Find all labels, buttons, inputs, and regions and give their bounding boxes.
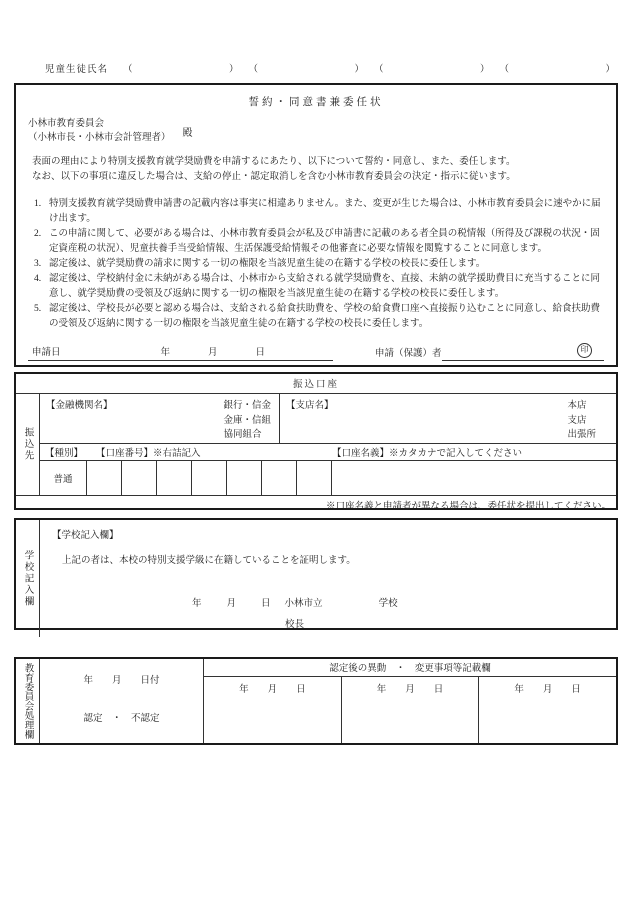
applicant-label: 申請（保護）者 <box>375 348 442 359</box>
student-name-field-1[interactable] <box>123 61 239 75</box>
honorific-label: 殿 <box>182 128 193 140</box>
applicant-signature-line[interactable] <box>442 343 604 361</box>
account-digit-box-4[interactable] <box>192 461 227 495</box>
account-digit-box-7[interactable] <box>297 461 332 495</box>
student-name-field-2[interactable] <box>249 61 365 75</box>
bank-account-section <box>14 372 618 510</box>
bank-note: ※口座名義と申請者が異なる場合は、委任状を提出してください。 <box>16 495 616 512</box>
school-name-suffix: 学校 <box>378 599 398 609</box>
institution-type: 金庫・信組 <box>223 415 271 426</box>
form-title: 誓約・同意書兼委任状 <box>248 97 384 108</box>
item-number: 4. <box>34 273 42 284</box>
year-label: 年 <box>160 347 171 358</box>
year-label: 年 <box>192 599 202 609</box>
account-type-value: 普通 <box>40 461 87 495</box>
item-number: 1. <box>34 198 42 209</box>
account-type-label: 【種別】 <box>45 449 84 459</box>
account-digit-box-2[interactable] <box>122 461 157 495</box>
bank-table <box>16 394 616 495</box>
pledge-item <box>34 257 602 272</box>
board-changes-area <box>204 659 616 743</box>
school-name-prefix: 小林市立 <box>284 599 323 609</box>
addressee-block <box>28 118 604 146</box>
item-text: 特別支援教育就学奨励費申請書の記載内容は事実に相違ありません。また、変更が生じた場合は、小林市教育委員会に速やかに届け出ます。 <box>49 198 601 224</box>
student-name-row <box>45 61 620 75</box>
paren-open: （ <box>123 65 133 75</box>
pledge-item <box>34 272 602 302</box>
applicant-block <box>375 343 604 361</box>
paren-close: ） <box>229 65 239 75</box>
branch-type: 支店 <box>567 415 587 426</box>
item-text: 認定後は、就学奨励費の請求に関する一切の権限を当該児童生徒の在籍する学校の校長に委任します。 <box>49 258 486 269</box>
item-text: 認定後は、学校納付金に未納がある場合は、小林市から支給される就学奨励費を、直接、未納の就学援助費目に充当することに同意し、就学奨励費の受領及び返納に関する一切の権限を当該児童生徒の在籍する学校の校長に委任します。 <box>49 273 601 299</box>
student-name-label: 児童生徒氏名 <box>45 65 109 75</box>
item-text: この申請に関して、必要がある場合は、小林市教育委員会が私及び申請書に記載のある者全員の税情報（所得及び課税の状況・固定資産税の状況）、児童扶養手当受給情報、生活保護受給情報その他審査に必要な情報を閲覧することに同意します。 <box>49 228 600 254</box>
paren-open: （ <box>248 65 259 75</box>
account-digit-box-3[interactable] <box>157 461 192 495</box>
account-digit-box-1[interactable] <box>87 461 122 495</box>
pledge-item <box>34 227 602 257</box>
application-date-line[interactable] <box>28 344 333 361</box>
account-digit-box-6[interactable] <box>262 461 297 495</box>
item-number: 3. <box>34 258 42 269</box>
pledge-item <box>34 302 602 332</box>
student-name-field-4[interactable] <box>500 61 616 75</box>
application-date-label: 申請日 <box>32 347 61 358</box>
institution-type: 協同組合 <box>223 430 262 440</box>
school-certification-statement: 上記の者は、本校の特別支援学級に在籍していることを証明します。 <box>62 556 356 566</box>
paren-open: （ <box>499 65 510 75</box>
intro-paragraph <box>28 155 604 185</box>
item-text: 認定後は、学校長が必要と認める場合は、支給される給食扶助費を、学校の給食費口座へ直接振り込むことに同意し、給食扶助費の受領及び返納に関する一切の権限を当該児童生徒の在籍する学校の校長に委任します。 <box>49 303 601 329</box>
principal-label: 校長 <box>285 620 305 630</box>
board-processing-section <box>14 657 618 745</box>
seal-mark-icon <box>577 343 592 358</box>
item-number: 5. <box>34 303 42 314</box>
month-label: 月 <box>208 347 218 358</box>
paren-open: （ <box>374 65 384 75</box>
paren-close: ） <box>480 65 490 75</box>
seal-character: 印 <box>580 345 589 355</box>
school-entry-content <box>40 520 616 637</box>
school-entry-section <box>14 518 618 630</box>
change-entry-cell-3[interactable]: 年 月 日 <box>514 685 581 695</box>
change-entry-cell-2[interactable]: 年 月 日 <box>342 677 480 743</box>
institution-type: 銀行・信金 <box>223 401 271 411</box>
school-date-line[interactable] <box>52 595 604 609</box>
bank-section-title: 振込口座 <box>16 374 616 394</box>
paren-close: ） <box>605 65 616 75</box>
paren-close: ） <box>354 65 365 75</box>
account-digit-box-5[interactable] <box>227 461 262 495</box>
institution-label: 【金融機関名】 <box>46 401 113 411</box>
school-entry-header: 【学校記入欄】 <box>52 531 119 541</box>
financial-institution-cell[interactable] <box>40 394 280 444</box>
change-entry-cell-1[interactable]: 年 月 日 <box>204 677 342 743</box>
addressee-line2: （小林市長・小林市会計管理者） <box>28 132 171 143</box>
student-name-field-3[interactable] <box>374 61 490 75</box>
board-date-line: 年 月 日付 <box>83 676 160 686</box>
month-label: 月 <box>226 599 237 609</box>
account-entry-row <box>40 461 616 495</box>
account-name-input-cell[interactable] <box>332 461 616 495</box>
day-label: 日 <box>261 599 271 609</box>
board-side-label: 教育委員会処理欄 <box>16 659 40 743</box>
branch-label: 【支店名】 <box>286 401 334 411</box>
institution-type-options <box>223 397 271 440</box>
application-row <box>28 343 604 361</box>
branch-type: 本店 <box>567 401 587 411</box>
board-decision-options: 認定 ・ 不認定 <box>83 714 160 724</box>
day-label: 日 <box>255 347 266 358</box>
account-name-label: 【口座名義】※カタカナで記入してください <box>332 449 523 459</box>
board-decision-cell[interactable] <box>40 659 204 743</box>
pledge-item-list <box>28 197 604 332</box>
branch-type: 出張所 <box>567 430 596 440</box>
bank-side-label: 振込先 <box>16 394 40 495</box>
intro-line1: 表面の理由により特別支援教育就学奨励費を申請するにあたり、以下について誓約・同意し、また、委任します。 <box>32 156 516 167</box>
item-number: 2. <box>34 228 42 239</box>
branch-name-cell[interactable] <box>280 394 616 444</box>
pledge-section <box>14 83 618 367</box>
account-labels-row <box>40 444 616 461</box>
pledge-item <box>34 197 602 227</box>
addressee-line1: 小林市教育委員会 <box>28 119 105 129</box>
account-number-label: 【口座番号】※右詰記入 <box>96 449 201 459</box>
school-side-label: 学校記入欄 <box>16 520 40 637</box>
changes-header: 認定後の異動 ・ 変更事項等記載欄 <box>204 659 616 677</box>
branch-type-options <box>567 397 596 440</box>
intro-line2: なお、以下の事項に違反した場合は、支給の停止・認定取消しを含む小林市教育委員会の決定・指示に従います。 <box>32 171 516 182</box>
